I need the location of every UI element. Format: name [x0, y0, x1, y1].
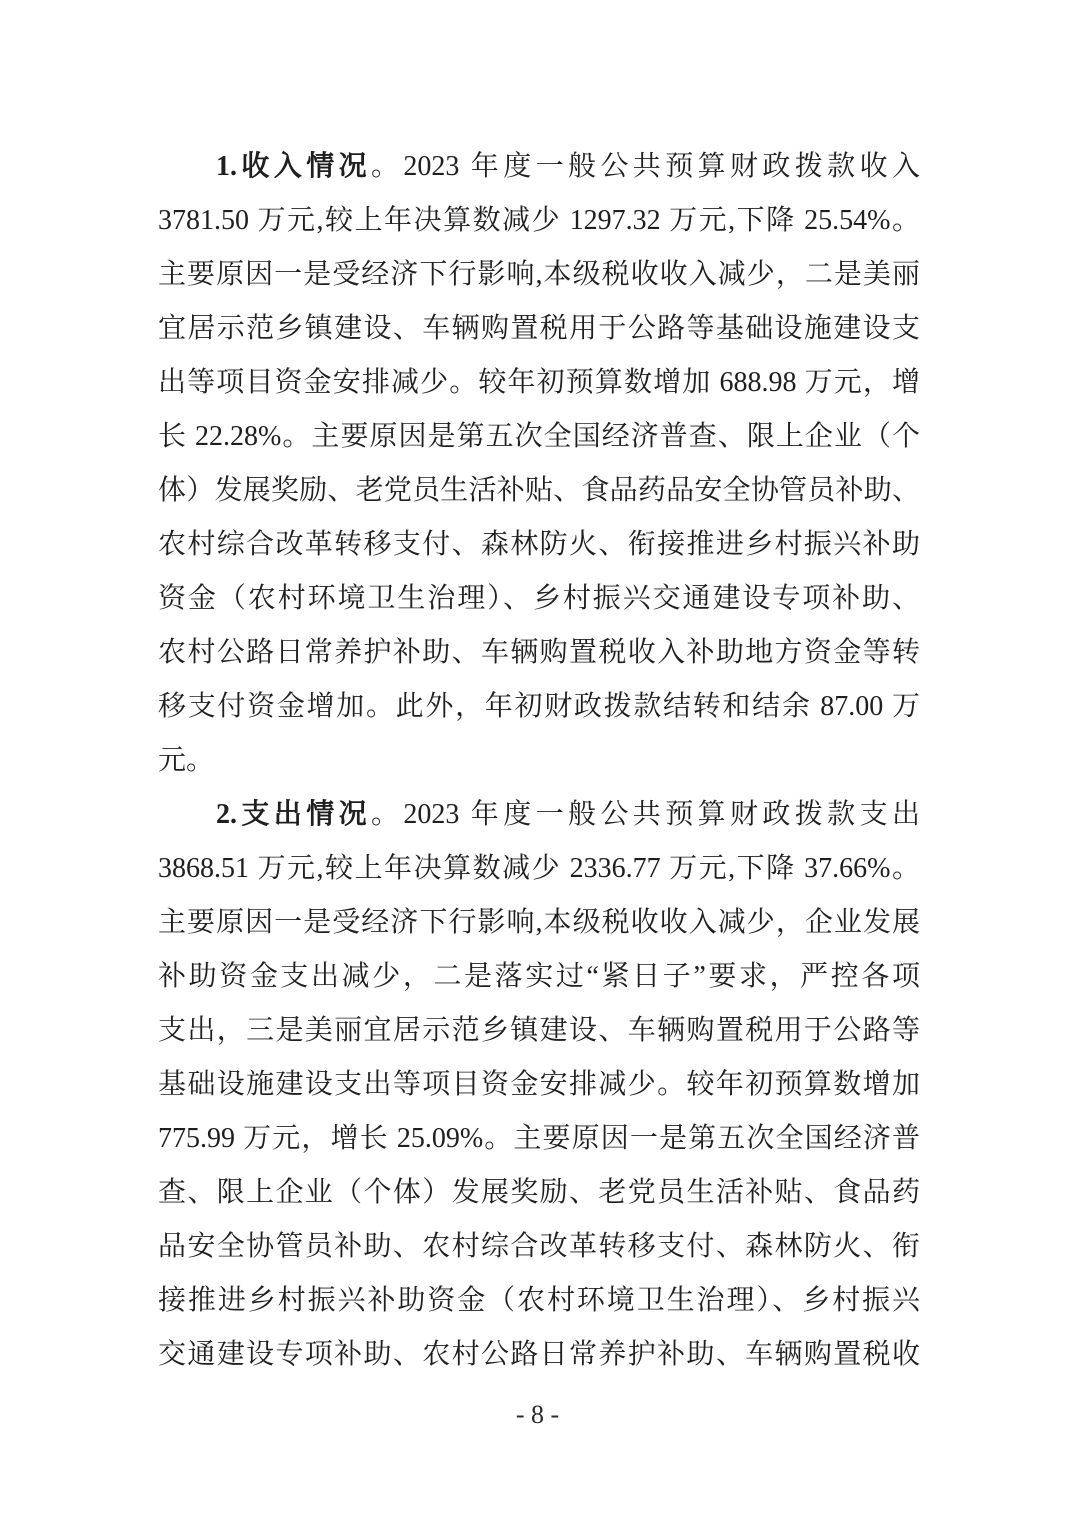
paragraph-expenditure — [158, 788, 920, 1382]
text-line: 3868.51 万元,较上年决算数减少 2336.77 万元,下降 37.66%。 — [158, 853, 920, 884]
document-body — [158, 140, 920, 1382]
text-line: 体）发展奖励、老党员生活补贴、食品药品安全协管员补助、 — [158, 475, 920, 506]
paragraph-income — [158, 140, 920, 788]
paragraph-income-heading: 1.收入情况 — [216, 151, 371, 182]
text-line: 主要原因一是受经济下行影响,本级税收收入减少，二是美丽 — [158, 259, 920, 290]
text-line: 资金（农村环境卫生治理）、乡村振兴交通建设专项补助、 — [158, 583, 920, 614]
text-line: 农村综合改革转移支付、森林防火、衔接推进乡村振兴补助 — [158, 529, 920, 560]
page-number: - 8 - — [515, 1400, 560, 1429]
text-line — [158, 788, 920, 842]
text-line: 3781.50 万元,较上年决算数减少 1297.32 万元,下降 25.54%。 — [158, 205, 920, 236]
text-line: 接推进乡村振兴补助资金（农村环境卫生治理）、乡村振兴 — [158, 1285, 920, 1316]
paragraph-expenditure-first-line-text: 。2023 年度一般公共预算财政拨款支出 — [371, 799, 920, 830]
text-line: 长 22.28%。主要原因是第五次全国经济普查、限上企业（个 — [158, 421, 920, 452]
text-line: 775.99 万元，增长 25.09%。主要原因一是第五次全国经济普 — [158, 1123, 920, 1154]
text-line: 农村公路日常养护补助、车辆购置税收入补助地方资金等转 — [158, 637, 920, 668]
text-line: 主要原因一是受经济下行影响,本级税收收入减少，企业发展 — [158, 907, 920, 938]
paragraph-expenditure-heading: 2.支出情况 — [216, 799, 371, 830]
text-line: 宜居示范乡镇建设、车辆购置税用于公路等基础设施建设支 — [158, 313, 920, 344]
text-line: 品安全协管员补助、农村综合改革转移支付、森林防火、衔 — [158, 1231, 920, 1262]
text-line: 查、限上企业（个体）发展奖励、老党员生活补贴、食品药 — [158, 1177, 920, 1208]
text-line: 基础设施建设支出等项目资金安排减少。较年初预算数增加 — [158, 1069, 920, 1100]
text-line: 元。 — [158, 745, 215, 776]
text-line: 移支付资金增加。此外，年初财政拨款结转和结余 87.00 万 — [158, 691, 920, 722]
text-line — [158, 140, 920, 194]
text-line: 交通建设专项补助、农村公路日常养护补助、车辆购置税收 — [158, 1339, 920, 1370]
text-line: 支出，三是美丽宜居示范乡镇建设、车辆购置税用于公路等 — [158, 1015, 920, 1046]
paragraph-income-first-line-text: 。2023 年度一般公共预算财政拨款收入 — [371, 151, 920, 182]
text-line: 出等项目资金安排减少。较年初预算数增加 688.98 万元，增 — [158, 367, 920, 398]
text-line: 补助资金支出减少，二是落实过“紧日子”要求，严控各项 — [158, 961, 920, 992]
